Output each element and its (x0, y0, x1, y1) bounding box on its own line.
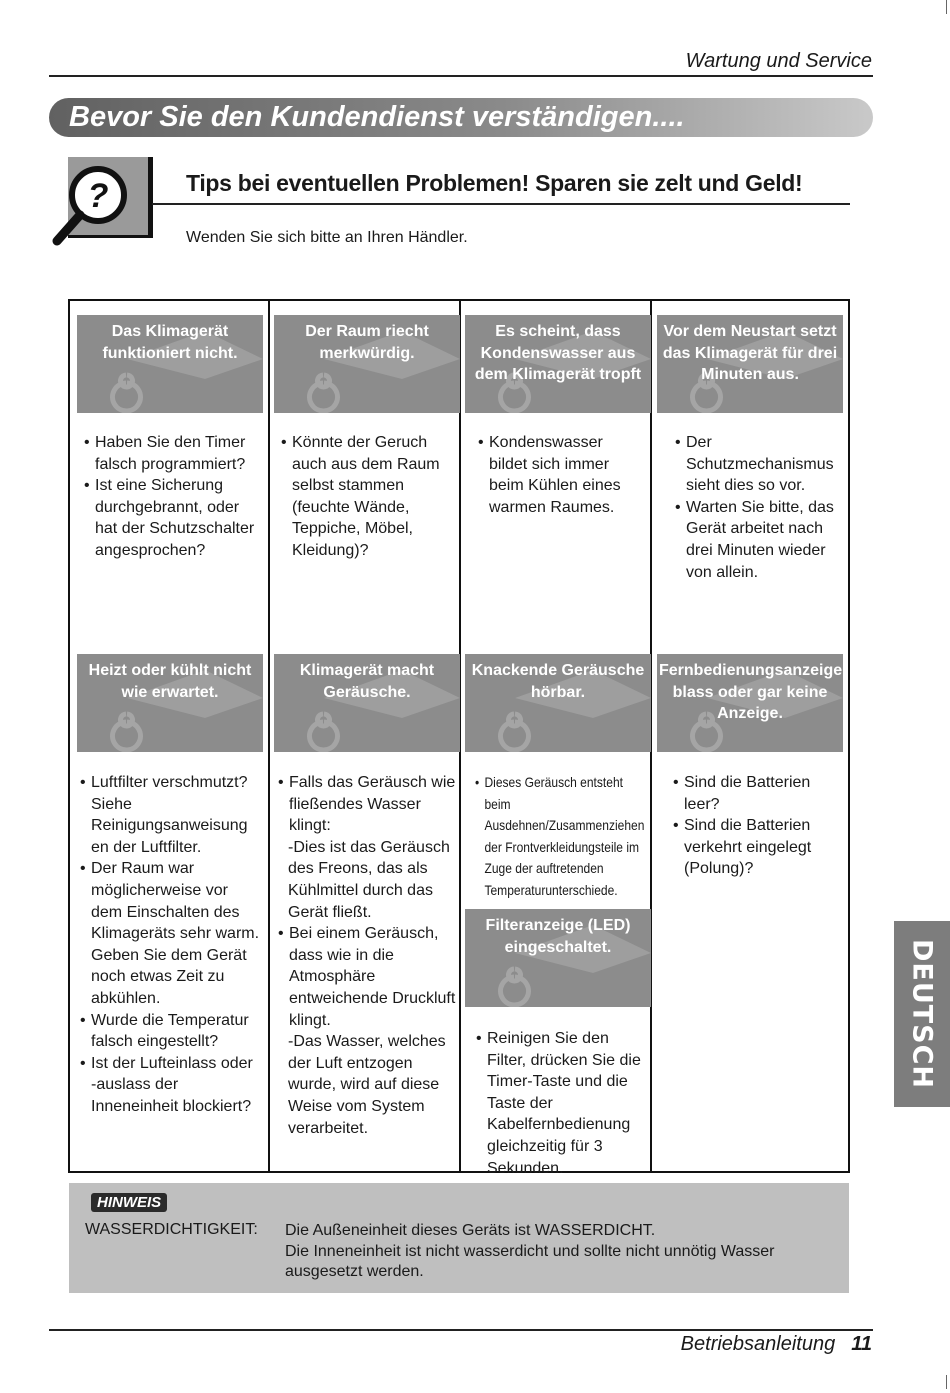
list-item: • Sind die Batterien verkehrt eingelegt (Polung)? (673, 815, 843, 880)
list-item: • Ist eine Sicherung durchgebrannt, oder hat der Schutzschalter angesprochen? (84, 475, 264, 561)
problem-box (274, 315, 460, 413)
list-item: • Warten Sie bitte, das Gerät arbeitet nach drei Minuten wieder von allein. (675, 497, 845, 583)
tips-heading: Tips bei eventuellen Problemen! Sparen sie zelt und Geld! (186, 170, 803, 196)
problem-title: Vor dem Neustart setzt das Klimagerät für drei Minuten aus. (662, 323, 838, 383)
note-box (69, 1183, 849, 1293)
list-item: • Ist der Lufteinlass oder -auslass der Inneneinheit blockiert? (80, 1053, 260, 1118)
problem-box (657, 315, 843, 413)
list-item: • Dieses Geräusch entsteht beim Ausdehnen/Zusammenziehen der Frontverkleidungsteile im Zuge der auftretenden Temperaturunterschiede. (475, 772, 643, 902)
page-number: 11 (851, 1333, 872, 1355)
list-item: • Reinigen Sie den Filter, drücken Sie die Timer-Taste und die Taste der Kabelfernbedienung gleichzeitig für 3 Sekunden. (476, 1028, 651, 1179)
top-divider (49, 75, 873, 77)
solution-list (80, 772, 260, 1118)
problem-box (465, 654, 651, 752)
solution-list (84, 432, 264, 562)
problem-title: Klimagerät macht Geräusche. (299, 662, 435, 701)
list-item: • Wurde die Temperatur falsch eingestellt? (80, 1010, 260, 1053)
problem-box (77, 654, 263, 752)
footer (681, 1333, 872, 1356)
title-banner (49, 98, 873, 137)
list-item: • Haben Sie den Timer falsch programmiert? (84, 432, 264, 475)
manual-name: Betriebsanleitung (680, 1333, 836, 1355)
solution-list (281, 432, 457, 562)
problem-box (274, 654, 460, 752)
column-divider (268, 301, 270, 1171)
solution-list (675, 432, 845, 583)
list-item: • Sind die Batterien leer? (673, 772, 843, 815)
list-item: • Falls das Geräusch wie fließendes Wasser klingt: (278, 772, 458, 837)
problem-title: Es scheint, dass Kondenswasser aus dem Klimagerät tropft (474, 323, 642, 383)
language-tab (894, 921, 950, 1107)
problem-box (465, 909, 651, 1007)
tips-subtext: Wenden Sie sich bitte an Ihren Händler. (186, 229, 468, 246)
problem-title: Das Klimagerät funktioniert nicht. (102, 323, 238, 362)
list-item: • Der Schutzmechanismus sieht dies so vor. (675, 432, 845, 497)
list-item: • Luftfilter verschmutzt? Siehe Reinigungsanweisung en der Luftfilter. (80, 772, 260, 858)
tips-divider (152, 203, 850, 205)
problem-box (657, 654, 843, 752)
magnifier-question-icon (52, 157, 156, 247)
note-line: Die Inneneinheit ist nicht wasserdicht und sollte nicht unnötig Wasser ausgesetzt werden. (285, 1242, 775, 1280)
problem-title: Der Raum riecht merkwürdig. (305, 323, 429, 362)
banner-title: Bevor Sie den Kundendienst verständigen.... (69, 101, 685, 133)
list-item: Geben Sie dem Gerät noch etwas Zeit zu abkühlen. (91, 946, 247, 1007)
problem-title: Fernbedienungsanzeige blass oder gar keine Anzeige. (659, 662, 843, 722)
problem-title: Knackende Geräusche hörbar. (471, 662, 645, 701)
problem-box (77, 315, 263, 413)
list-item: -Das Wasser, welches der Luft entzogen wurde, wird auf diese Weise vom System verarbeitet. (288, 1033, 446, 1137)
note-badge: HINWEIS (91, 1193, 167, 1212)
solution-list (476, 1028, 651, 1179)
solution-list (278, 772, 458, 1139)
list-item: • Könnte der Geruch auch aus dem Raum selbst stammen (feuchte Wände, Teppiche, Möbel, Kleidung)? (281, 432, 457, 562)
problem-title: Filteranzeige (LED) eingeschaltet. (485, 917, 631, 956)
problem-box (465, 315, 651, 413)
solution-list (478, 432, 636, 518)
note-body (285, 1221, 845, 1283)
solution-list (475, 772, 655, 902)
language-label: DEUTSCH (906, 938, 938, 1090)
list-item: • Bei einem Geräusch, dass wie in die Atmosphäre entweichende Druckluft klingt. (278, 923, 458, 1031)
note-label: WASSERDICHTIGKEIT: (85, 1221, 258, 1238)
list-item: • Der Raum war möglicherweise vor dem Einschalten des Klimageräts sehr warm. (80, 858, 260, 944)
section-title: Wartung und Service (685, 50, 872, 72)
bottom-divider (49, 1329, 873, 1331)
list-item: -Dies ist das Geräusch des Freons, das als Kühlmittel durch das Gerät fließt. (288, 838, 450, 921)
crop-mark (946, 1375, 947, 1389)
note-line: Die Außeneinheit dieses Geräts ist WASSERDICHT. (285, 1222, 656, 1239)
solution-list (673, 772, 843, 880)
problem-title: Heizt oder kühlt nicht wie erwartet. (88, 662, 252, 701)
crop-mark (946, 0, 947, 14)
list-item: • Kondenswasser bildet sich immer beim Kühlen eines warmen Raumes. (478, 432, 636, 518)
svg-text:?: ? (87, 177, 109, 215)
